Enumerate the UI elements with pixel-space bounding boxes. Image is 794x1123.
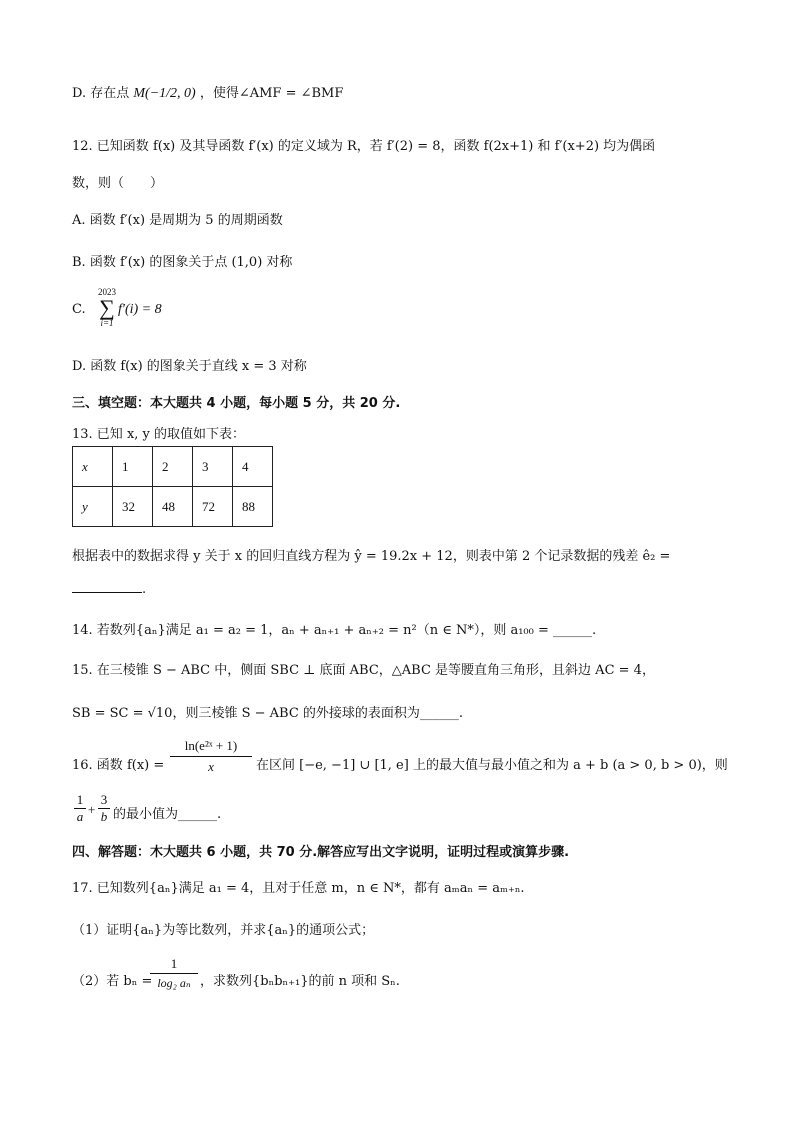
q16-plus: + [88,802,96,817]
q13-answer-end: . [142,582,147,597]
q15-line2: SB = SC = √10，则三棱锥 S − ABC 的外接球的表面积为______. [72,706,464,721]
q17-part2-label: （2）若 bₙ = [72,974,153,989]
q12-stem-line1: 12. 已知函数 f(x) 及其导函数 f′(x) 的定义域为 R，若 f′(2) = 8，函数 f(2x+1) 和 f′(x+2) 均为偶函 [72,139,656,154]
q17-fraction-denominator: log₂ aₙ [157,976,191,990]
q12-option-c-label: C. [72,302,86,317]
q13-stem: 13. 已知 x, y 的取值如下表： [72,427,246,442]
q15-line1: 15. 在三棱锥 S − ABC 中，侧面 SBC ⊥ 底面 ABC，△ABC 是等腰直角三角形，且斜边 AC = 4， [72,663,655,678]
q16-fraction [170,738,252,775]
table-cell: 4 [233,447,273,487]
sigma-symbol: ∑ [99,295,115,320]
q11-option-d [72,82,343,102]
table-row [73,487,273,527]
q16-frac2-num: 3 [98,792,110,809]
q13-regression-text: 根据表中的数据求得 y 关于 x 的回归直线方程为 ŷ = 19.2x + 12，则表中第 2 个记录数据的残差 ê₂ = [72,549,671,564]
q17-fraction-numerator: 1 [150,956,198,974]
q16-fraction-denominator: x [208,759,214,774]
q17-part2-fraction [150,956,198,991]
q16-frac2-den: b [100,809,108,824]
q11-option-d-point: M(−1/2, 0) [133,86,196,101]
q12-option-b: B. 函数 f′(x) 的图象关于点 (1,0) 对称 [72,255,293,270]
q16-label: 16. 函数 f(x) = [72,758,165,773]
q12-option-a: A. 函数 f′(x) 是周期为 5 的周期函数 [72,213,283,228]
q12-option-c-expr: f′(i) = 8 [118,302,162,317]
q17-part2-tail: ，求数列{bₙbₙ₊₁}的前 n 项和 Sₙ. [200,974,400,989]
q16-line2-tail: 的最小值为______. [113,807,222,822]
q12-sum-upper: 2023 [98,287,116,297]
q14-stem: 14. 若数列{aₙ}满足 a₁ = a₂ = 1，aₙ + aₙ₊₁ + aₙ₊₂ = n²（n ∈ N*），则 a₁₀₀ = ______. [72,623,597,638]
q12-stem-line2: 数，则（ ） [72,176,164,191]
q12-option-d: D. 函数 f(x) 的图象关于直线 x = 3 对称 [72,359,307,374]
table-row [73,447,273,487]
q17-stem: 17. 已知数列{aₙ}满足 a₁ = 4，且对于任意 m，n ∈ N*，都有 aₘaₙ = aₘ₊ₙ. [72,881,525,896]
q13-answer-blank [72,592,142,593]
q13-answer-line [72,582,146,597]
table-cell: 1 [113,447,153,487]
table-cell: 3 [193,447,233,487]
table-cell: x [73,447,113,487]
table-cell: 48 [153,487,193,527]
table-cell: 88 [233,487,273,527]
q16-frac1-den: a [76,809,84,824]
table-cell: 32 [113,487,153,527]
section-3-title: 三、填空题：本大题共 4 小题，每小题 5 分，共 20 分. [72,396,401,411]
q11-option-d-label: D. 存在点 [72,86,130,101]
q13-table [72,446,273,527]
table-cell: 2 [153,447,193,487]
q16-frac1 [74,792,86,825]
section-4-title: 四、解答题：木大题共 6 小题，共 70 分.解答应写出文字说明，证明过程或演算步骤. [72,845,570,860]
q11-option-d-tail: ，使得∠AMF = ∠BMF [199,86,344,101]
q16-tail: 在区间 [−e, −1] ∪ [1, e] 上的最大值与最小值之和为 a + b (a > 0, b > 0)，则 [256,758,728,773]
q16-frac2 [98,792,110,825]
q12-sum-lower: i=1 [100,318,114,328]
q16-fraction-numerator: ln(e²ˣ + 1) [170,738,252,757]
q17-part1: （1）证明{aₙ}为等比数列，并求{aₙ}的通项公式； [72,923,375,938]
table-cell: y [73,487,113,527]
table-cell: 72 [193,487,233,527]
q16-frac1-num: 1 [74,792,86,809]
